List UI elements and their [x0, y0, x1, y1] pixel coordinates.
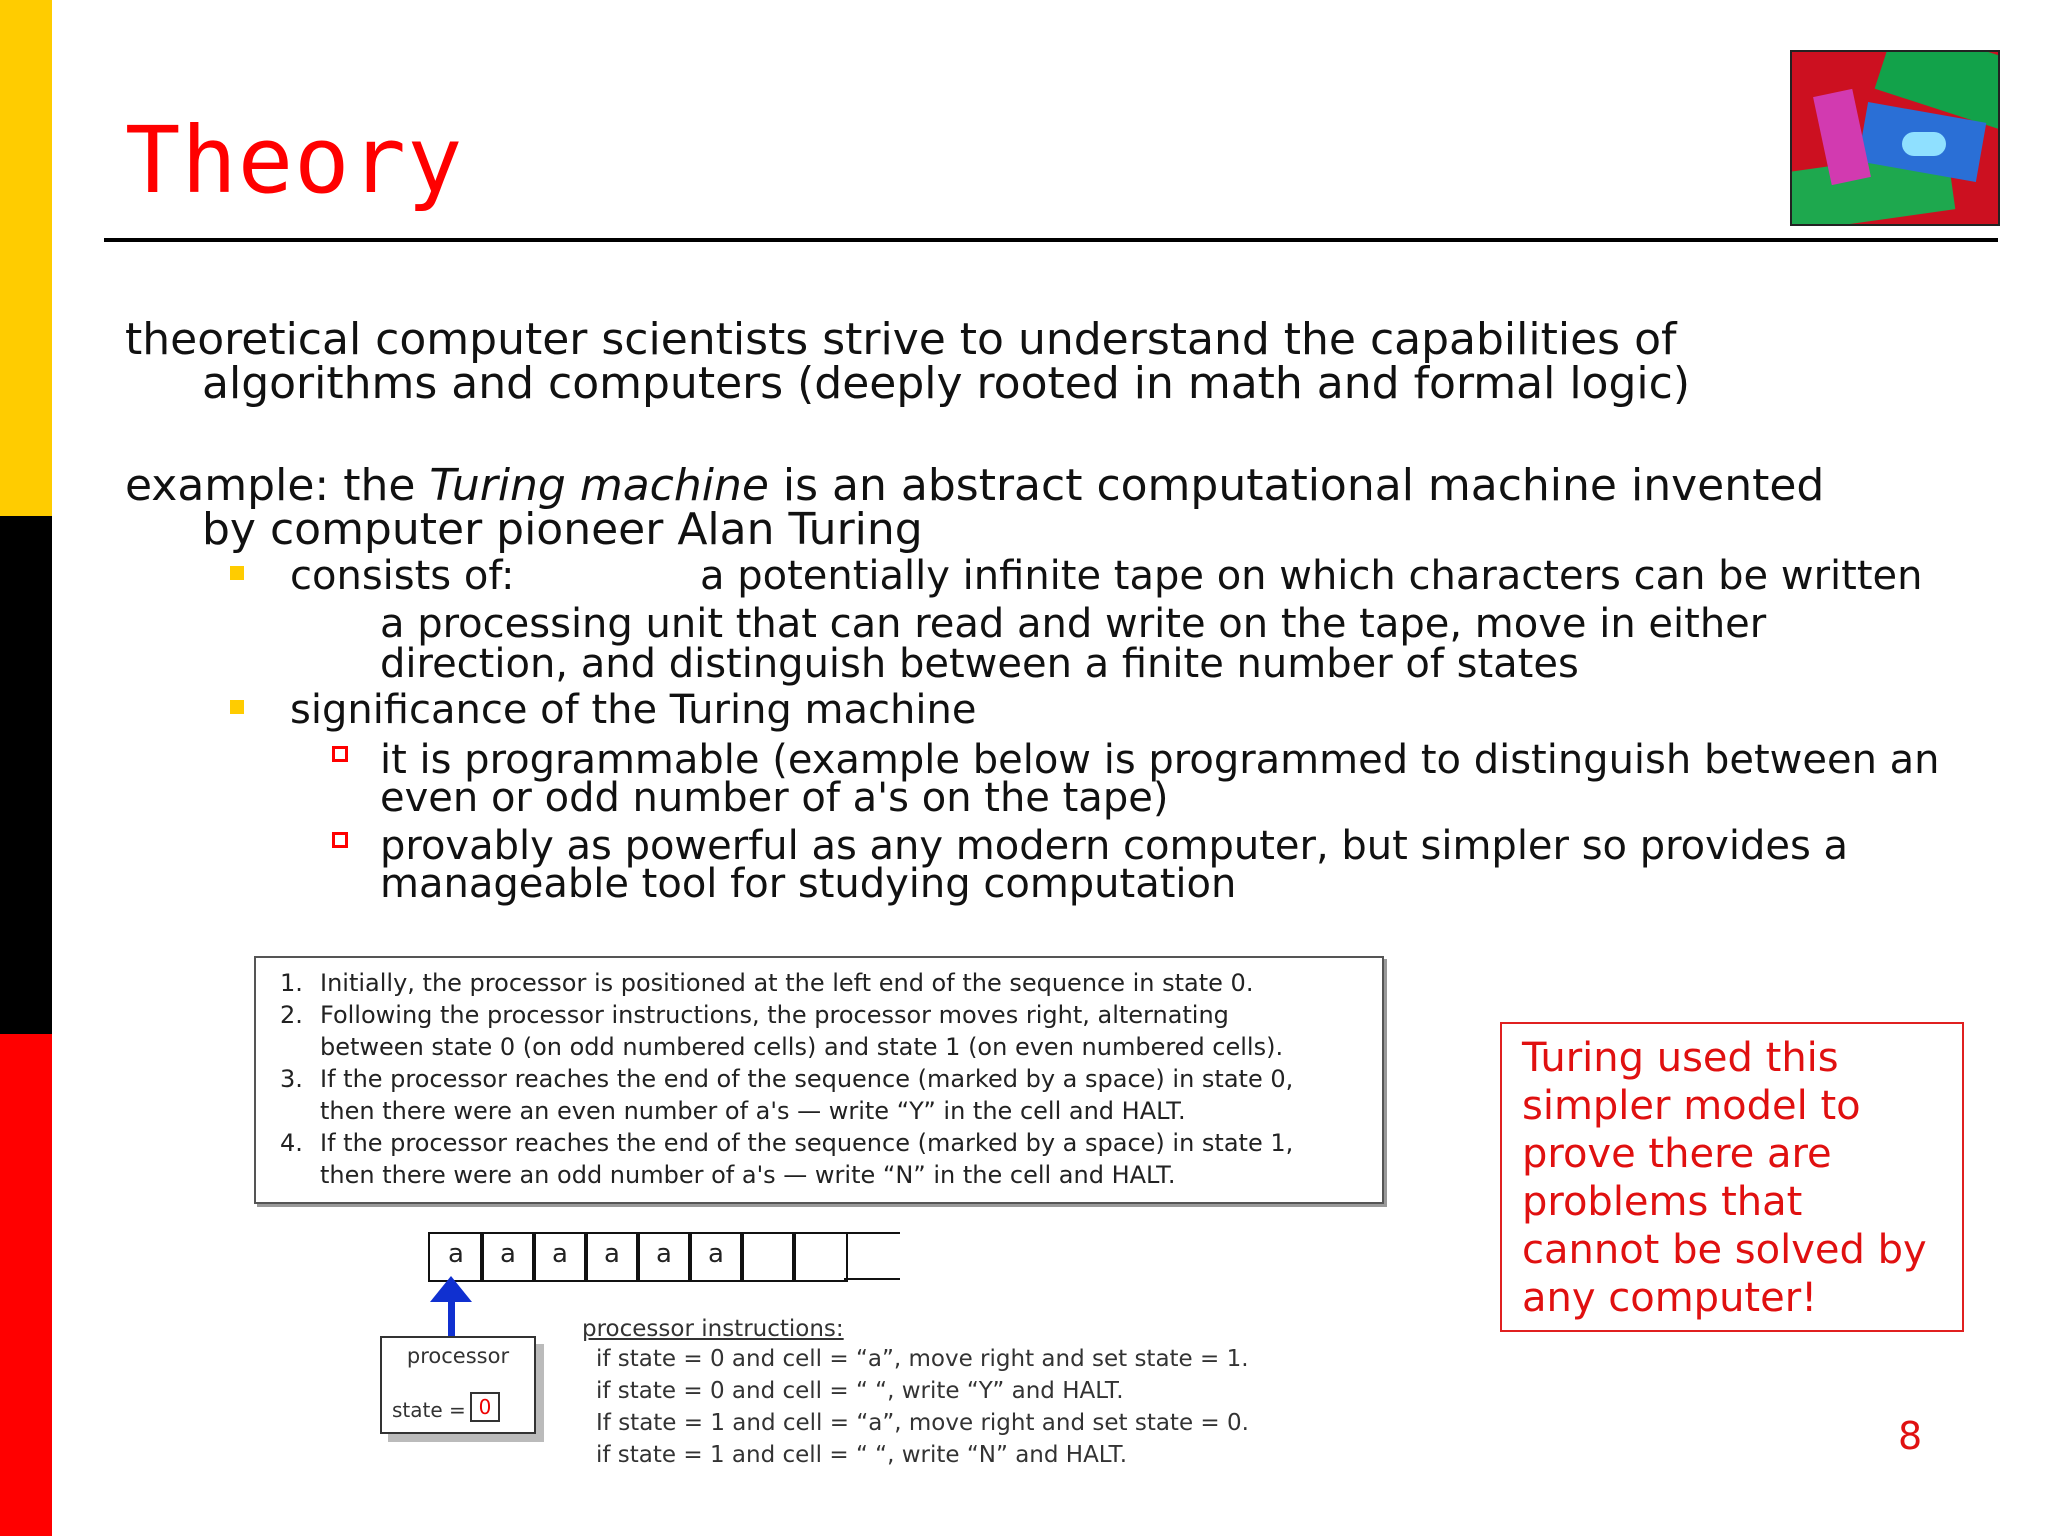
page-number: 8: [1898, 1414, 1923, 1458]
sub-bullet-square-icon: [332, 746, 348, 762]
left-bar-yellow: [0, 0, 52, 516]
callout-line: cannot be solved by: [1522, 1227, 1927, 1273]
instruction-line: if state = 0 and cell = “ “, write “Y” and HALT.: [596, 1378, 1124, 1404]
tape-continuation-top: [844, 1232, 900, 1234]
tape-cell: a: [532, 1232, 588, 1282]
state-label: state =: [392, 1398, 466, 1422]
tape-cell: [792, 1232, 848, 1282]
callout-line: any computer!: [1522, 1275, 1818, 1321]
processor-box: [380, 1336, 536, 1434]
callout-line: problems that: [1522, 1179, 1803, 1225]
callout-line: prove there are: [1522, 1131, 1832, 1177]
bullet2-label: significance of the Turing machine: [290, 687, 977, 733]
step-text: then there were an even number of a's — write “Y” in the cell and HALT.: [320, 1097, 1186, 1125]
step-text: If the processor reaches the end of the sequence (marked by a space) in state 0,: [320, 1065, 1294, 1093]
instruction-line: If state = 1 and cell = “a”, move right and set state = 0.: [596, 1410, 1249, 1436]
tape-cell: a: [688, 1232, 744, 1282]
instructions-title: processor instructions:: [582, 1316, 844, 1342]
bullet1-item1: a potentially infinite tape on which characters can be written: [700, 553, 1923, 599]
sub2-line1: provably as powerful as any modern computer, but simpler so provides a: [380, 823, 1849, 869]
step-text: between state 0 (on odd numbered cells) and state 1 (on even numbered cells).: [320, 1033, 1284, 1061]
step-number: 2.: [280, 1001, 303, 1029]
bullet-square-icon: [230, 566, 244, 580]
bullet1-item2-line1: a processing unit that can read and write on the tape, move in either: [380, 601, 1767, 647]
callout-box: [1500, 1022, 1964, 1332]
instruction-line: if state = 0 and cell = “a”, move right and set state = 1.: [596, 1346, 1249, 1372]
para1-line1: theoretical computer scientists strive to understand the capabilities of: [125, 314, 1677, 365]
turing-machine-term: Turing machine: [429, 460, 769, 511]
tape-cell: a: [636, 1232, 692, 1282]
step-text: then there were an odd number of a's — write “N” in the cell and HALT.: [320, 1161, 1176, 1189]
processor-label: processor: [406, 1344, 510, 1368]
sub1-line2: even or odd number of a's on the tape): [380, 775, 1169, 821]
step-text: Following the processor instructions, the processor moves right, alternating: [320, 1001, 1229, 1029]
tape-cell: [740, 1232, 796, 1282]
para2-suffix: is an abstract computational machine invented: [768, 460, 1825, 511]
state-value: 0: [470, 1392, 500, 1422]
step-number: 3.: [280, 1065, 303, 1093]
slide-logo-image: [1790, 50, 2000, 226]
tape-continuation-bottom: [844, 1278, 900, 1280]
callout-line: simpler model to: [1522, 1083, 1861, 1129]
bullet-square-icon: [230, 700, 244, 714]
left-bar-red: [0, 1034, 52, 1536]
step-number: 1.: [280, 969, 303, 997]
tape-cell: a: [428, 1232, 484, 1282]
bullet1-label: consists of:: [290, 553, 515, 599]
instruction-line: if state = 1 and cell = “ “, write “N” and HALT.: [596, 1442, 1128, 1468]
title-divider: [104, 238, 1998, 242]
sub2-line2: manageable tool for studying computation: [380, 861, 1237, 907]
sub1-line1: it is programmable (example below is programmed to distinguish between an: [380, 737, 1940, 783]
bullet1-item2-line2: direction, and distinguish between a finite number of states: [380, 641, 1579, 687]
steps-box: [254, 956, 1384, 1204]
para1-line2: algorithms and computers (deeply rooted in math and formal logic): [202, 358, 1690, 409]
step-number: 4.: [280, 1129, 303, 1157]
slide-title: Theory: [125, 107, 464, 214]
para2-prefix: example: the: [125, 460, 430, 511]
tape-cell: a: [584, 1232, 640, 1282]
left-bar-black: [0, 516, 52, 1034]
step-text: If the processor reaches the end of the sequence (marked by a space) in state 1,: [320, 1129, 1294, 1157]
para2-line1: [125, 460, 1825, 511]
arrow-shaft: [448, 1282, 455, 1337]
tape-cell: a: [480, 1232, 536, 1282]
sub-bullet-square-icon: [332, 832, 348, 848]
callout-line: Turing used this: [1522, 1035, 1839, 1081]
step-text: Initially, the processor is positioned at the left end of the sequence in state 0.: [320, 969, 1254, 997]
para2-line2: by computer pioneer Alan Turing: [202, 504, 923, 555]
